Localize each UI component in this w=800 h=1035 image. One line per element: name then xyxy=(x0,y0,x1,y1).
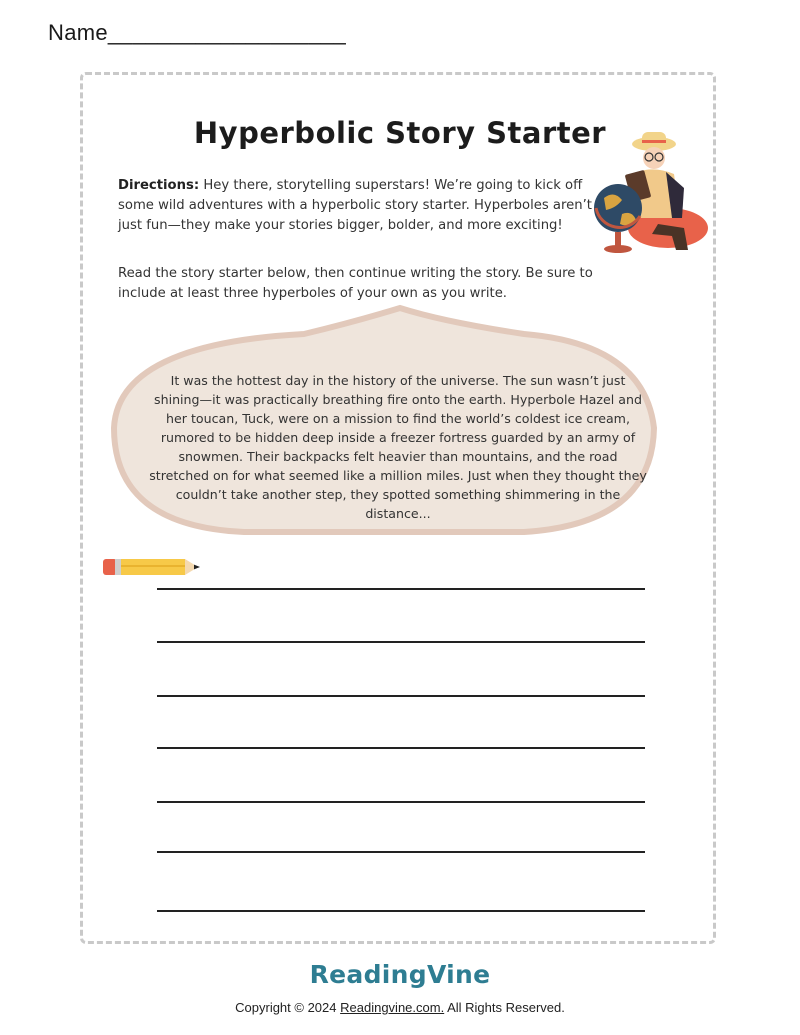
writing-line-1[interactable] xyxy=(157,588,645,590)
directions-body: Hey there, storytelling superstars! We’re going to kick off some wild adventures with a hyperbolic story starter. Hyperboles aren’t just fun—they make your stories bigger, bolder, and more exciting! xyxy=(118,178,592,233)
pencil-icon xyxy=(100,556,204,578)
writing-line-3[interactable] xyxy=(157,695,645,697)
worksheet-title: Hyperbolic Story Starter xyxy=(193,116,607,150)
copyright-prefix: Copyright © 2024 xyxy=(235,1000,341,1015)
copyright-suffix: All Rights Reserved. xyxy=(444,1000,565,1015)
story-starter-text: It was the hottest day in the history of the universe. The sun wasn’t just shining—it was practically breathing fire onto the earth. Hyperbole Hazel and her toucan, Tuck, were on a mission to find the world’s coldest ice cream, rumored to be hidden deep inside a freezer fortress guarded by an army of snowmen. Their backpacks felt heavier than mountains, and the road stretched on for what seemed like a million miles. Just when they thought they couldn’t take another step, they spotted something shimmering in the distance... xyxy=(149,373,647,521)
readingvine-link[interactable]: Readingvine.com. xyxy=(340,1000,445,1015)
directions-label: Directions: xyxy=(118,178,200,193)
writing-line-4[interactable] xyxy=(157,747,645,749)
writing-line-7[interactable] xyxy=(157,910,645,912)
writing-line-2[interactable] xyxy=(157,641,645,643)
readingvine-logo: ReadingVine xyxy=(309,960,491,989)
directions-text xyxy=(118,176,598,236)
instructions-text: Read the story starter below, then continue writing the story. Be sure to include at least three hyperboles of your own as you write. xyxy=(118,266,593,301)
name-field[interactable]: Name___________________ xyxy=(48,20,347,45)
copyright-notice xyxy=(0,1000,800,1015)
writing-line-5[interactable] xyxy=(157,801,645,803)
writing-line-6[interactable] xyxy=(157,851,645,853)
explorer-girl-illustration xyxy=(588,128,712,264)
